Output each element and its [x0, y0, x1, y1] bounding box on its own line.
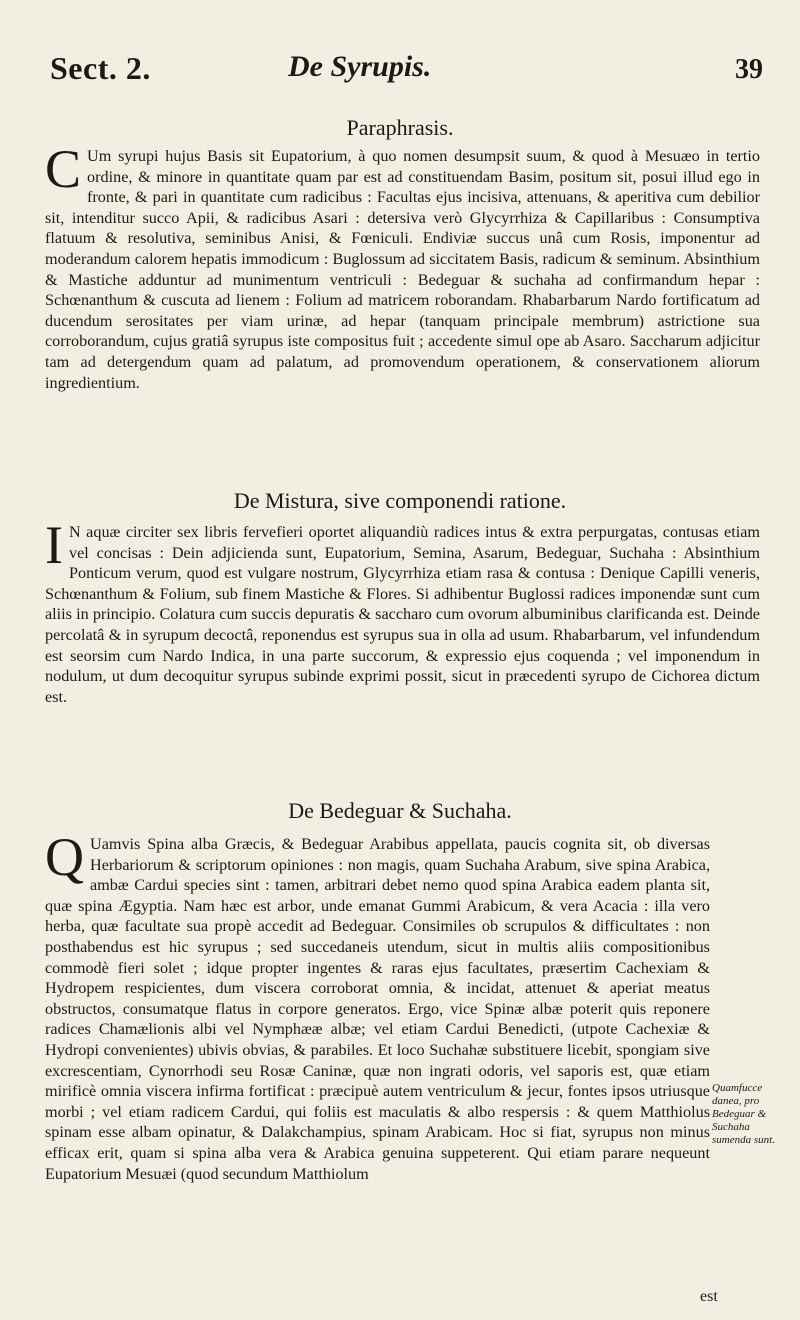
- drop-cap: C: [45, 139, 82, 199]
- paragraph-text: Uamvis Spina alba Græcis, & Bedeguar Arabibus appellata, paucis cognita sit, ob diversas Herbariorum & scriptorum opiniones : non magis, quam Suchaha Arabum, sive spina Arabica, ambæ Cardui species sint : tamen, arbitrari debet nemo quod spina Arabica eadem planta sit, quæ spina Ægyptia. Nam hæc est arbor, unde emanat Gummi Arabicum, & vera Acacia : illa vero herba, quæ facultate sua propè accedit ad Bedeguar. Consimiles ob scrupulos & difficultates : non posthabendus est hic syrupus ; sed succedaneis utendum, sicut in multis aliis compositionibus commodè fieri solet ; idque propter ingentes & raras ejus facultates, præsertim Cachexiam & Hydropem respicientes, dum viscera corroborat omnia, & incidat, attenuet & aperiat meatus obstructos, consumatque flatus in corpore generatos. Ergo, vice Spinæ albæ poterit quis reponere radices Chamælionis albi vel Nymphææ albæ; vel etiam Cardui Benedicti, (utpote Cachexiæ & Hydropi convenientes) ubivis obvias, & parabiles. Et loco Suchahæ substituere licebit, spongiam sive excrescentiam, Cynorrhodi seu Rosæ Caninæ, quæ non ingrati odoris, vel saporis est, quæ etiam mirificè omnia viscera infirma fortificat : præcipuè autem ventriculum & jecur, fontes ipsos utriusque morbi ; vel etiam radicem Cardui, qui foliis est maculatis & albo respersis : & quem Matthiolus spinam esse albam opinatur, & Dalakchampius, spinam Arabicam. Hoc si fiat, syrupus non minus efficax erit, quam si spina alba vera & Arabica genuina suppeterent. Qui etiam parare nequeunt Eupatorium Mesuæi (quod secundum Matthiolum: [45, 835, 710, 1183]
- running-head: [0, 48, 800, 92]
- heading-mistura: De Mistura, sive componendi ratione.: [233, 488, 567, 513]
- paragraph-text: N aquæ circiter sex libris fervefieri oportet aliquandiù radices intus & extra perpurgatas, contusas etiam vel concisas : Dein adjicienda sunt, Eupatorium, Semina, Asarum, Bedeguar, Suchaha : Absinthium Ponticum verum, quod est vulgare nostrum, Glycyrrhiza etiam rasa & contusa : Denique Capilli veneris, Schœnanthum & Folium, sub finem Mastiche & Flores. Si adhibentur Buglossi radices imponendæ sunt cum aliis in principio. Colatura cum succis depuratis & saccharo cum ovorum albuminibus clarificanda est. Deinde percolatâ & in syrupum decoctâ, reponendus est syrupus sua in olla ad usum. Rhabarbarum, vel infundendum est seorsim cum Nardo Indica, in una parte succorum, & expressio ejus coquenda ; vel imponendum in nodulum, ut dum decoquitur syrupus subinde exprimi possit, sicut in præcedenti syrupo de Cichorea dictum est.: [45, 523, 760, 706]
- paragraph-text: Um syrupi hujus Basis sit Eupatorium, à quo nomen desumpsit suum, & quod à Mesuæo in tertio ordine, & minore in quantitate quam par est ad constituendam Basim, positum sit, posui illud ego in fronte, & pari in quantitate cum radicibus : Facultas ejus incisiva, attenuans, & aperitiva cum debilior sit, intenditur succo Apii, & radicibus Asari : detersiva verò Glycyrrhiza & Capillaribus : Consumptiva flatuum & resolutiva, seminibus Anisi, & Fœniculi. Endiviæ succus unâ cum Rosis, imponentur ad moderandum calorem hepatis immodicum : Buglossum ad siccitatem Basis, radicum & seminum. Absinthium & Mastiche adduntur ad munimentum ventriculi : Bedeguar & suchaha ad confirmandum hepar : Schœnanthum & cuscuta ad lienem : Folium ad matricem roborandam. Rhabarbarum Nardo fortificatum ad ducendum serositates per viam urinæ, ad hepar (tanquam principale membrum) astrictione sua corroborandum, cujus gratiâ syrupus iste compositus fuit ; accedente simul ope ab Asaro. Saccharum adjicitur tam ad detergendum quam ad palatum, ad promovendum operationem, & conservationem aliorum ingredientium.: [45, 147, 760, 392]
- margin-note: Quamfucce danea, pro Bedeguar & Suchaha sumenda sunt.: [712, 1082, 775, 1146]
- heading-bedeguar: De Bedeguar & Suchaha.: [288, 798, 512, 823]
- paragraph-paraphrasis: [45, 139, 760, 393]
- heading-paraphrasis: Paraphrasis.: [346, 115, 454, 140]
- running-title: De Syrupis.: [288, 50, 432, 83]
- paragraph-bedeguar: [45, 827, 710, 1184]
- section-label: Sect. 2.: [50, 50, 151, 86]
- drop-cap: I: [45, 515, 63, 575]
- paragraph-mistura: [45, 515, 760, 707]
- page-number: 39: [735, 54, 763, 85]
- catchword: est: [700, 1288, 718, 1305]
- drop-cap: Q: [45, 827, 84, 887]
